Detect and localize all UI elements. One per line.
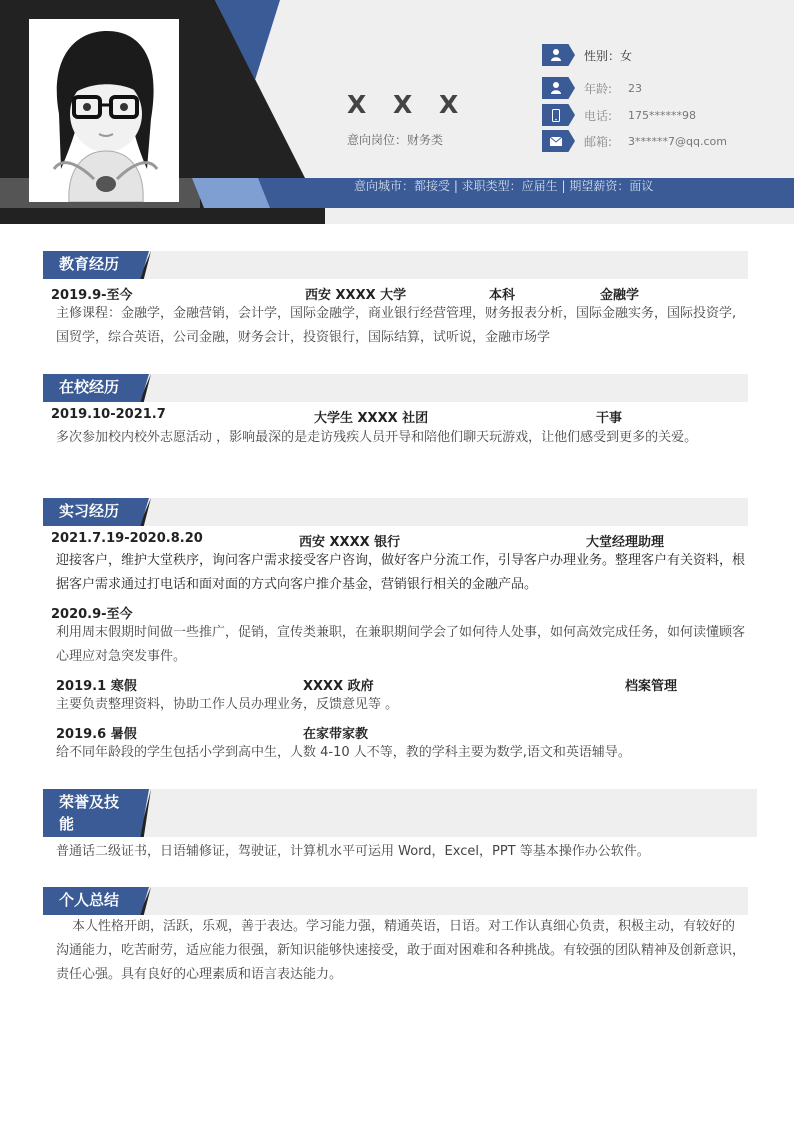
mail-icon: [542, 130, 575, 152]
honors-description: 普通话二级证书，日语辅修证，驾驶证，计算机水平可运用 Word，Excel，PPT 等基本操作办公软件。: [56, 844, 650, 859]
info-email-value: 3******7@qq.com: [628, 134, 727, 148]
internship-role: 档案管理: [625, 679, 678, 694]
education-degree: 本科: [489, 288, 516, 303]
internship-org: 在家带家教: [303, 727, 369, 742]
section-summary-header: [43, 887, 748, 915]
user-icon: [542, 44, 575, 66]
section-campus-header: [43, 374, 748, 402]
info-age-value: 23: [628, 81, 643, 95]
campus-role: 干事: [596, 411, 623, 426]
section-title: 个人总结: [59, 891, 120, 909]
job-preference-strip: 意向城市：都接受 | 求职类型：应届生 | 期望薪资：面议: [354, 179, 654, 193]
profile-photo: [29, 19, 179, 202]
info-age: [542, 77, 642, 99]
internship-role: 大堂经理助理: [586, 535, 665, 550]
internship-date: 2019.6 暑假: [56, 727, 137, 742]
section-honors-header: [43, 789, 757, 837]
section-education-header: [43, 251, 748, 279]
info-phone-label: 电话:: [584, 108, 613, 123]
education-date: 2019.9-至今: [51, 288, 133, 303]
info-phone-value: 175******98: [628, 108, 697, 122]
campus-org: 大学生 XXXX 社团: [314, 411, 429, 426]
section-title: 实习经历: [59, 502, 120, 520]
info-email-label: 邮箱:: [584, 134, 613, 149]
section-internship-header: [43, 498, 748, 526]
candidate-name: X X X: [347, 90, 468, 119]
phone-icon: [542, 104, 575, 126]
info-phone: [542, 104, 696, 126]
section-title: 教育经历: [59, 255, 120, 273]
internship-description: 主要负责整理资料，协助工作人员办理业务，反馈意见等 。: [56, 697, 399, 712]
education-courses: 主修课程：金融学，金融营销，会计学，国际金融学，商业银行经营管理，财务报表分析，国际金融实务，国际投资学,国贸学，综合英语，公司金融，财务会计，投资银行，国际结算，试听说，金融市场学: [56, 306, 737, 345]
info-age-label: 年龄:: [584, 81, 613, 96]
section-title: 在校经历: [59, 378, 120, 396]
campus-description: 多次参加校内校外志愿活动 ，影响最深的是走访残疾人员开导和陪他们聊天玩游戏，让他们感受到更多的关爱。: [56, 430, 698, 445]
internship-date: 2020.9-至今: [51, 607, 133, 622]
section-title: 荣誉及技 能: [59, 793, 120, 833]
summary-description: 本人性格开朗，活跃，乐观，善于表达。学习能力强，精通英语，日语。对工作认真细心负责，积极主动，有较好的沟通能力，吃苦耐劳，适应能力很强，新知识能够快速接受，敢于面对困难和各种挑战。有较强的团队精神及创新意识，责任心强。具有良好的心理素质和语言表达能力。: [56, 919, 746, 982]
user-icon: [542, 77, 575, 99]
internship-org: 西安 XXXX 银行: [299, 535, 401, 550]
education-major: 金融学: [600, 288, 640, 303]
campus-date: 2019.10-2021.7: [51, 407, 166, 422]
education-school: 西安 XXXX 大学: [305, 288, 407, 303]
internship-org: XXXX 政府: [303, 679, 374, 694]
internship-description: 利用周末假期时间做一些推广，促销，宣传类兼职，在兼职期间学会了如何待人处事，如何高效完成任务，如何读懂顾客心理应对急突发事件。: [56, 625, 746, 664]
internship-date: 2021.7.19-2020.8.20: [51, 531, 203, 546]
info-email: [542, 130, 727, 152]
internship-date: 2019.1 寒假: [56, 679, 137, 694]
info-gender: [542, 44, 632, 66]
internship-description: 迎接客户，维护大堂秩序，询问客户需求接受客户咨询，做好客户分流工作，引导客户办理业务。整理客户有关资料，根据客户需求通过打电话和面对面的方式向客户推介基金，营销银行相关的金融产品。: [56, 553, 746, 592]
desired-position: 意向岗位：财务类: [347, 133, 444, 147]
info-gender-label: 性别：女: [584, 48, 633, 63]
internship-description: 给不同年龄段的学生包括小学到高中生，人数 4-10 人不等，教的学科主要为数学,语文和英语辅导。: [56, 745, 631, 760]
